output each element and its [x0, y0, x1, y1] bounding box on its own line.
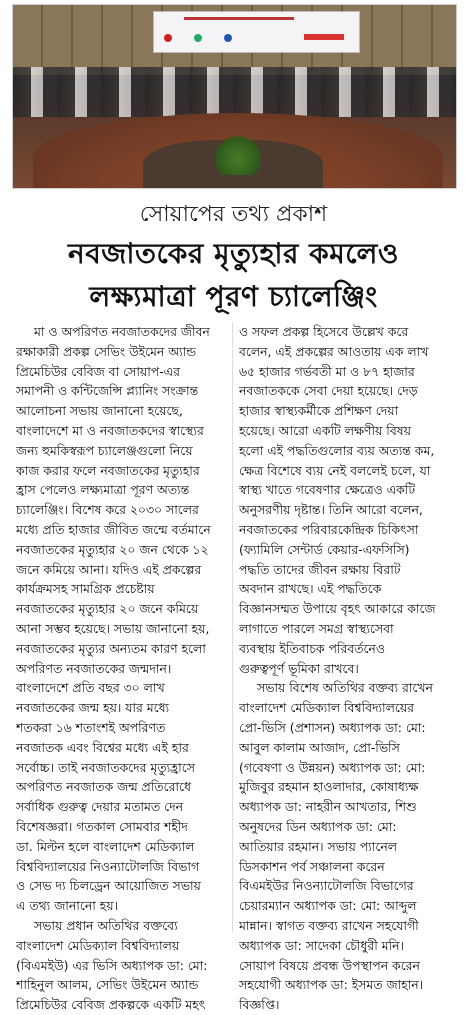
body-text-line: সোয়াপ বিষয়ে প্রবন্ধ উপস্থাপন করেন	[239, 957, 420, 973]
body-text-line: লাগাতে পারলে সমগ্র স্বাস্থ্যসেবা	[239, 620, 394, 636]
body-text-line: সহযোগী অধ্যাপক ডা: ইসমত জাহান।	[239, 977, 424, 993]
body-text-line: অধ্যাপক ডা: নাহরীন আখতার, শিশু	[239, 799, 417, 815]
body-text-line: গুরুত্বপূর্ণ ভূমিকা রাখবে।	[239, 660, 359, 676]
body-text-line: আবুল কালাম আজাদ, প্রো-ভিসি	[239, 739, 400, 755]
body-text-line: বিশেষজ্ঞরা। গতকাল সোমবার শহীদ	[16, 818, 188, 834]
body-text-line: (বিএমইউ) এর ভিসি অধ্যাপক ডা: মো:	[16, 957, 208, 973]
body-text-line: প্রো-ভিসি (প্রশাসন) অধ্যাপক ডা: মো:	[239, 719, 426, 735]
article-headline-line2: লক্ষ্যমাত্রা পূরণ চ্যালেঞ্জিং	[89, 280, 378, 313]
body-text-line: সভায় বিশেষ অতিথির বক্তব্য রাখেন	[257, 680, 433, 696]
body-text-line: মান্নান। স্বাগত বক্তব্য রাখেন সহযোগী	[239, 917, 419, 933]
body-text-line: আতিয়ার রহমান। সভায় প্যানেল	[239, 838, 397, 854]
body-text-line: মধ্যে প্রতি হাজার জীবিত জন্মে বর্তমানে	[16, 521, 211, 537]
article-headline-line1: নবজাতকের মৃত্যুহার কমলেও	[68, 237, 399, 270]
body-text-line: ৬৫ হাজার গর্ভবতী মা ও ৮৭ হাজার	[239, 363, 415, 379]
body-text-line: প্রিমেচিউর বেবিজ প্রকল্পকে একটি মহৎ	[16, 997, 206, 1013]
body-text-line: অনুসরণীয় দৃষ্টান্ত। তিনি আরো বলেন,	[239, 502, 423, 518]
body-text-line: ডিসকাশন পর্ব সঞ্চালনা করেন	[239, 858, 385, 874]
body-text-line: অবদান রাখছে। এই পদ্ধতিকে	[239, 581, 382, 597]
body-text-line: চেয়ারম্যান অধ্যাপক ডা: মো: আব্দুল	[239, 898, 417, 914]
body-text-line: বিজ্ঞানসম্মত উপায়ে বৃহৎ আকারে কাজে	[239, 601, 436, 617]
body-text-line: আনা সম্ভব হয়েছে। সভায় জানানো হয়,	[16, 620, 210, 636]
article-photo	[12, 4, 457, 189]
photo-participants	[13, 67, 456, 117]
body-text-line: ব্যবস্থায় ইতিবাচক পরিবর্তনেও	[239, 640, 385, 656]
body-text-line: হাজার স্বাস্থ্যকর্মীকে প্রশিক্ষণ দেয়া	[239, 403, 399, 419]
body-text-line: ডা. মিল্টন হলে বাংলাদেশ মেডিক্যাল	[16, 838, 195, 854]
body-text-line: সভায় প্রধান অতিথির বক্তব্যে	[34, 917, 178, 933]
body-text-line: স্বাস্থ্য খাতে গবেষণার ক্ষেত্রেও একটি	[239, 482, 416, 498]
body-text-line: নবজাতককে সেবা দেয়া হয়েছে। দেড়	[239, 383, 418, 399]
body-text-line: শাহিনুল আলম, সেভিং উইমেন অ্যান্ড	[16, 977, 199, 993]
body-text-line: অপরিণত নবজাতকের জন্মদান।	[16, 660, 172, 676]
body-text-line: হ্রাস পেলেও লক্ষ্যমাত্রা পূরণ অত্যন্ত	[16, 482, 190, 498]
body-text-line: বিশ্ববিদ্যালয়ের নিওন্যাটোলজি বিভাগ	[16, 858, 200, 874]
body-text-line: সমাপনী ও কন্টিজেন্সি প্ল্যানিং সংক্রান্ত	[16, 383, 199, 399]
body-text-line: কার্যক্রমসহ সামগ্রিক প্রচেষ্টায়	[16, 581, 155, 597]
body-text-line: বিজ্ঞপ্তি।	[239, 997, 280, 1013]
article-body-right-column	[239, 322, 451, 1015]
body-text-line: নবজাতক এবং বিশ্বের মধ্যে এই হার	[16, 739, 189, 755]
photo-plant	[213, 135, 263, 175]
body-text-line: বাংলাদেশ মেডিক্যাল বিশ্ববিদ্যালয়	[16, 937, 180, 953]
body-text-line: রক্ষাকারী প্রকল্প সেভিং উইমেন অ্যান্ড	[16, 343, 197, 359]
body-text-line: অপরিণত নবজাতক জন্ম প্রতিরোধে	[16, 779, 191, 795]
body-text-line: সর্বাধিক গুরুত্ব দেয়ার মতামত দেন	[16, 799, 184, 815]
body-text-line: এ তথ্য জানানো হয়।	[16, 898, 119, 914]
body-text-line: (ফ্যামিলি সেন্টার্ড কেয়ার-এফসিসি)	[239, 541, 410, 557]
body-text-line: নবজাতকের মৃত্যুহার ২০ জন থেকে ১২	[16, 541, 209, 557]
body-text-line: চ্যালেঞ্জিং। বিশেষ করে ২০৩০ সালের	[16, 502, 199, 518]
body-text-line: বাংলাদেশ মেডিক্যাল বিশ্ববিদ্যালয়ের	[239, 700, 414, 716]
body-text-line: কাজ করার ফলে নবজাতকের মৃত্যুহার	[16, 462, 200, 478]
body-text-line: নবজাতকের পরিবারকেন্দ্রিক চিকিৎসা	[239, 521, 419, 537]
body-text-line: জন্য হুমকিস্বরূপ চ্যালেঞ্জগুলো নিয়ে	[16, 442, 193, 458]
body-text-line: সর্বোচ্চ। তাই নবজাতকদের মৃত্যুহ্রাসে	[16, 759, 195, 775]
body-text-line: ক্ষেত্র বিশেষে ব্যয় নেই বললেই চলে, যা	[239, 462, 431, 478]
body-text-line: নবজাতকের মৃত্যুর অন্যতম কারণ হলো	[16, 640, 206, 656]
body-text-line: বাংলাদেশে মা ও নবজাতকদের স্বাস্থ্যের	[16, 422, 204, 438]
body-text-line: প্রিমেচিউর বেবিজ বা সোয়াপ-এর	[16, 363, 180, 379]
body-text-line: বাংলাদেশে প্রতি বছর ৩০ লাখ	[16, 680, 165, 696]
body-text-line: জনে কমিয়ে আনা। যদিও এই প্রকল্পের	[16, 561, 202, 577]
photo-banner	[153, 11, 360, 53]
body-text-line: (গবেষণা ও উন্নয়ন) অধ্যাপক ডা: মো:	[239, 759, 426, 775]
body-text-line: বলেন, এই প্রকল্পের আওতায় এক লাখ	[239, 343, 429, 359]
body-text-line: নবজাতকের জন্ম হয়। যার মধ্যে	[16, 700, 170, 716]
body-text-line: হলো এই পদ্ধতিগুলোর ব্যয় অত্যন্ত কম,	[239, 442, 435, 458]
article-kicker: সোয়াপের তথ্য প্রকাশ	[139, 202, 328, 227]
body-text-line: নবজাতকের মৃত্যুহার ২০ জনে কমিয়ে	[16, 601, 199, 617]
body-text-line: বিএমইউর নিওন্যাটোলজি বিভাগের	[239, 878, 414, 894]
body-text-line: হয়েছে। আরো একটি লক্ষণীয় বিষয়	[239, 422, 411, 438]
body-text-line: পদ্ধতি তাদের জীবন রক্ষায় বিরাট	[239, 561, 401, 577]
body-text-line: অনুষদের ডিন অধ্যাপক ডা: মো:	[239, 818, 397, 834]
body-text-line: মুজিবুর রহমান হাওলাদার, কোষাধ্যক্ষ	[239, 779, 419, 795]
body-text-line: আলোচনা সভায় জানানো হয়েছে,	[16, 403, 183, 419]
body-text-line: শতকরা ১৬ শতাংশই অপরিণত	[16, 719, 166, 735]
body-text-line: মা ও অপরিণত নবজাতকদের জীবন	[34, 324, 210, 339]
column-divider	[232, 322, 233, 932]
body-text-line: ও সেভ দ্য চিলড্রেন আয়োজিত সভায়	[16, 878, 201, 894]
body-text-line: অধ্যাপক ডা: সাদেকা চৌধুরী মনি।	[239, 937, 404, 953]
body-text-line: ও সফল প্রকল্প হিসেবে উল্লেখ করে	[239, 324, 409, 339]
article-body-left-column	[16, 322, 228, 1015]
